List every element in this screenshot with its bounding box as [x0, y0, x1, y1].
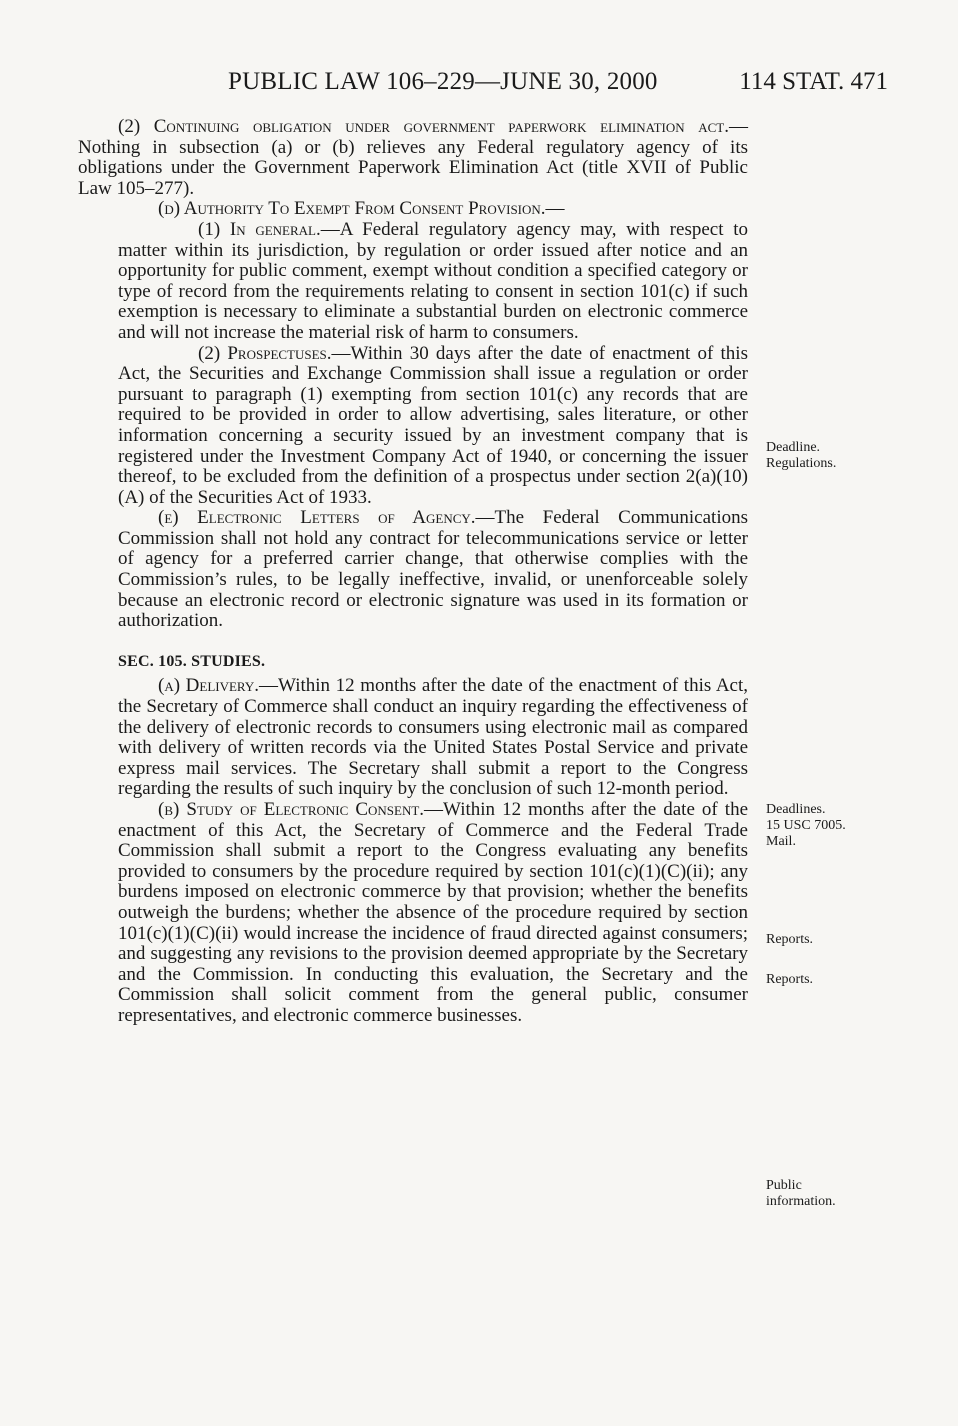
margin-note-information: information.	[766, 1194, 836, 1209]
subsection-a	[118, 676, 748, 800]
paragraph-body: —Nothing in subsection (a) or (b) relieves any Federal regulatory agency of its obligations under the Government Paperwork Elimination Act (title XVII of Public Law 105–277).	[78, 116, 748, 199]
subsection-body: —Within 12 months after the date of the enactment of this Act, the Secretary of Commerce and the Federal Trade Commission shall submit a report to the Congress evaluating any benefits provided to consumers by the procedure required by section 101(c)(1)(C)(ii); any burdens imposed on electronic commerce by that provision; whether the benefits outweigh the burdens; whether the absence of the procedure required by section 101(c)(1)(C)(ii) would increase the incidence of fraud directed against consumers; and suggesting any revisions to the provision deemed appropriate by the Secretary and the Commission. In conducting this evaluation, the Secretary and the Commission shall solicit comment from the general public, consumer representatives, and electronic commerce businesses.	[118, 799, 749, 1026]
paragraph-continuing-obligation	[78, 117, 748, 199]
margin-note-reports: Reports.	[766, 932, 814, 947]
paragraph-prospectuses	[78, 344, 748, 509]
statute-page-number: 114 STAT. 471	[739, 68, 888, 95]
paragraph-in-general	[78, 220, 748, 344]
subsection-body: —Within 12 months after the date of the enactment of this Act, the Secretary of Commerce shall conduct an inquiry regarding the effectiveness of the delivery of electronic records to consumers using electronic mail as compared with delivery of written records via the United States Postal Service and private express mail services. The Secretary shall submit a report to the Congress regarding the results of such inquiry by the conclusion of such 12-month period.	[118, 675, 749, 800]
subsection-dash: —	[545, 198, 565, 220]
margin-note-usc: 15 USC 7005.	[766, 818, 846, 833]
subsection-heading: (b) Study of Electronic Consent.	[158, 799, 425, 820]
margin-note-public: Public	[766, 1178, 802, 1193]
subsection-body: —The Federal Communications Commission shall not hold any contract for telecommunications service or letter of agency for a preferred carrier change, that otherwise complies with the Commission’s rules, to be legally ineffective, invalid, or unenforceable solely because an electronic record or electronic signature was used in its formation or authorization.	[118, 507, 748, 632]
subsection-heading: (d) Authority To Exempt From Consent Provision.	[158, 198, 546, 220]
subsection-e	[118, 508, 748, 632]
margin-note-deadline: Deadline.	[766, 440, 821, 455]
subsection-heading: (a) Delivery.	[158, 675, 260, 697]
margin-note-regulations: Regulations.	[766, 456, 837, 471]
paragraph-body: —Within 30 days after the date of enactment of this Act, the Securities and Exchange Commission shall issue a regulation or order pursuant to paragraph (1) exempting from section 101(c) any records that are required to be provided in order to allow advertising, sales literature, or other information concerning a security issued by an investment company that is registered under the Investment Company Act of 1940, or concerning the issuer thereof, to be excluded from the definition of a prospectus under section 2(a)(10)(A) of the Securities Act of 1933.	[118, 342, 748, 508]
margin-note-deadlines: Deadlines.	[766, 802, 826, 817]
running-header	[228, 68, 888, 96]
public-law-title: PUBLIC LAW 106–229—JUNE 30, 2000	[228, 68, 658, 95]
paragraph-heading: (2) Continuing obligation under government paperwork elimination act.	[118, 116, 729, 137]
paragraph-body: —A Federal regulatory agency may, with respect to matter within its jurisdiction, by regulation or order issued after notice and an opportunity for public comment, exempt without condition a specified category or type of record from the requirements relating to consent in section 101(c) if such exemption is necessary to eliminate a substantial burden on electronic commerce and will not increase the material risk of harm to consumers.	[118, 218, 748, 343]
margin-note-mail: Mail.	[766, 834, 796, 849]
margin-note-reports: Reports.	[766, 972, 814, 987]
paragraph-heading: (2) Prospectuses.	[198, 342, 332, 364]
subsection-b	[118, 800, 748, 1027]
subsection-heading: (e) Electronic Letters of Agency.	[158, 507, 476, 529]
paragraph-heading: (1) In general.	[198, 218, 321, 240]
main-text	[78, 116, 749, 1027]
subsection-d-heading	[118, 199, 748, 220]
section-heading: SEC. 105. STUDIES.	[118, 652, 266, 670]
